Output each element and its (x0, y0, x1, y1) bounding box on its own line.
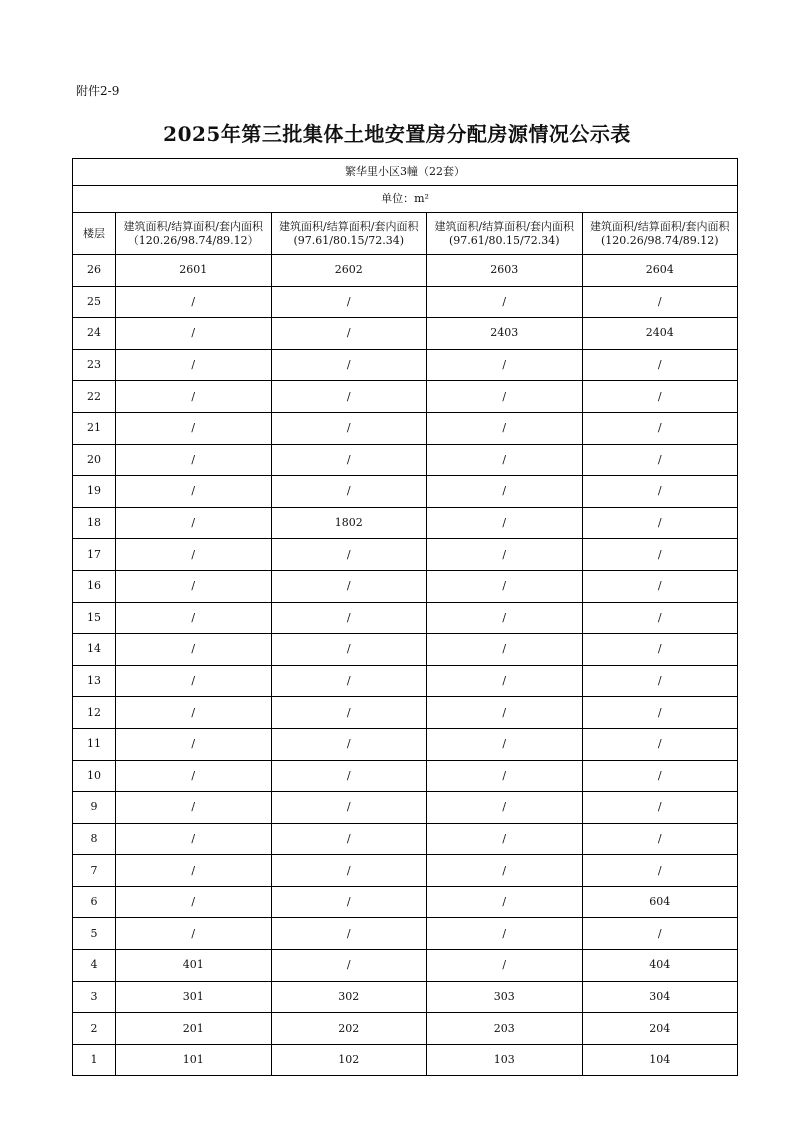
table-row (73, 634, 738, 666)
unit-cell: / (582, 728, 738, 760)
unit-cell: / (116, 728, 272, 760)
unit-cell: 404 (582, 950, 738, 982)
unit-cell: / (427, 286, 583, 318)
unit-cell: / (427, 728, 583, 760)
unit-cell: / (582, 349, 738, 381)
table-row (73, 697, 738, 729)
unit-cell: / (582, 570, 738, 602)
unit-cell: / (427, 634, 583, 666)
floor-cell: 21 (73, 412, 116, 444)
table-row (73, 760, 738, 792)
floor-cell: 8 (73, 823, 116, 855)
floor-cell: 18 (73, 507, 116, 539)
floor-cell: 16 (73, 570, 116, 602)
header-unit-type-3: 建筑面积/结算面积/套内面积(97.61/80.15/72.34) (427, 213, 583, 255)
unit-cell: / (427, 918, 583, 950)
unit-cell: / (427, 539, 583, 571)
table-row (73, 792, 738, 824)
unit-cell: / (582, 792, 738, 824)
header-row (73, 213, 738, 255)
unit-cell: / (271, 444, 427, 476)
unit-cell: / (427, 792, 583, 824)
unit-cell: / (582, 823, 738, 855)
unit-cell: / (271, 665, 427, 697)
unit-cell: / (116, 918, 272, 950)
unit-cell: / (582, 697, 738, 729)
unit-cell: / (116, 760, 272, 792)
unit-cell: 203 (427, 1013, 583, 1045)
floor-cell: 7 (73, 855, 116, 887)
community-row (73, 159, 738, 186)
unit-cell: / (427, 950, 583, 982)
table-row (73, 823, 738, 855)
unit-cell: / (116, 602, 272, 634)
unit-cell: / (116, 476, 272, 508)
floor-cell: 17 (73, 539, 116, 571)
floor-cell: 9 (73, 792, 116, 824)
unit-cell: / (427, 444, 583, 476)
unit-cell: / (116, 381, 272, 413)
unit-cell: 302 (271, 981, 427, 1013)
floor-cell: 4 (73, 950, 116, 982)
unit-cell: / (427, 665, 583, 697)
unit-cell: 304 (582, 981, 738, 1013)
unit-cell: / (271, 886, 427, 918)
unit-cell: 2603 (427, 255, 583, 287)
unit-cell: 401 (116, 950, 272, 982)
floor-cell: 11 (73, 728, 116, 760)
table-row (73, 318, 738, 350)
unit-cell: 101 (116, 1044, 272, 1076)
header-floor: 楼层 (73, 213, 116, 255)
header-unit-type-2: 建筑面积/结算面积/套内面积(97.61/80.15/72.34) (271, 213, 427, 255)
unit-cell: 1802 (271, 507, 427, 539)
unit-cell: / (271, 760, 427, 792)
table-row (73, 255, 738, 287)
floor-cell: 10 (73, 760, 116, 792)
unit-cell: / (271, 823, 427, 855)
unit-cell: / (271, 318, 427, 350)
table-row (73, 981, 738, 1013)
table-row (73, 886, 738, 918)
table-row (73, 507, 738, 539)
unit-cell: / (427, 507, 583, 539)
unit-cell: / (116, 792, 272, 824)
floor-cell: 13 (73, 665, 116, 697)
table-row (73, 1044, 738, 1076)
community-name: 繁华里小区3幢（22套） (73, 159, 738, 186)
unit-label: 单位：m² (73, 186, 738, 213)
unit-cell: / (116, 665, 272, 697)
unit-cell: 103 (427, 1044, 583, 1076)
unit-cell: / (116, 318, 272, 350)
unit-cell: / (582, 634, 738, 666)
unit-cell: / (582, 918, 738, 950)
unit-cell: / (271, 381, 427, 413)
unit-cell: / (116, 855, 272, 887)
floor-cell: 5 (73, 918, 116, 950)
unit-cell: / (582, 665, 738, 697)
table-row (73, 602, 738, 634)
unit-cell: 102 (271, 1044, 427, 1076)
unit-cell: / (427, 570, 583, 602)
unit-row (73, 186, 738, 213)
unit-cell: / (116, 444, 272, 476)
unit-cell: / (582, 381, 738, 413)
floor-cell: 1 (73, 1044, 116, 1076)
unit-cell: / (116, 823, 272, 855)
unit-cell: / (116, 570, 272, 602)
table-row (73, 918, 738, 950)
unit-cell: / (582, 444, 738, 476)
unit-cell: / (582, 412, 738, 444)
table-row (73, 665, 738, 697)
unit-cell: / (271, 792, 427, 824)
table-row (73, 855, 738, 887)
table-row (73, 444, 738, 476)
unit-cell: 2604 (582, 255, 738, 287)
unit-cell: / (271, 634, 427, 666)
unit-cell: / (582, 507, 738, 539)
unit-cell: / (271, 697, 427, 729)
unit-cell: / (582, 286, 738, 318)
unit-cell: 2403 (427, 318, 583, 350)
unit-cell: / (271, 476, 427, 508)
unit-cell: / (271, 855, 427, 887)
unit-cell: / (271, 918, 427, 950)
table-row (73, 412, 738, 444)
unit-cell: / (271, 539, 427, 571)
unit-cell: / (582, 539, 738, 571)
unit-cell: 2602 (271, 255, 427, 287)
table-row (73, 286, 738, 318)
header-unit-type-1: 建筑面积/结算面积/套内面积（120.26/98.74/89.12） (116, 213, 272, 255)
table-row (73, 728, 738, 760)
unit-cell: / (582, 476, 738, 508)
floor-cell: 2 (73, 1013, 116, 1045)
unit-cell: / (427, 349, 583, 381)
floor-cell: 22 (73, 381, 116, 413)
header-unit-type-4: 建筑面积/结算面积/套内面积(120.26/98.74/89.12) (582, 213, 738, 255)
table-row (73, 381, 738, 413)
unit-cell: 201 (116, 1013, 272, 1045)
floor-cell: 15 (73, 602, 116, 634)
floor-cell: 23 (73, 349, 116, 381)
unit-cell: 104 (582, 1044, 738, 1076)
unit-cell: / (582, 855, 738, 887)
table-row (73, 570, 738, 602)
floor-cell: 25 (73, 286, 116, 318)
unit-cell: / (427, 886, 583, 918)
unit-cell: / (427, 381, 583, 413)
allocation-table (72, 158, 738, 1076)
floor-cell: 6 (73, 886, 116, 918)
unit-cell: / (427, 823, 583, 855)
unit-cell: 303 (427, 981, 583, 1013)
unit-cell: / (271, 728, 427, 760)
unit-cell: 2601 (116, 255, 272, 287)
unit-cell: / (116, 286, 272, 318)
unit-cell: / (427, 476, 583, 508)
unit-cell: 204 (582, 1013, 738, 1045)
unit-cell: 301 (116, 981, 272, 1013)
unit-cell: / (427, 697, 583, 729)
floor-cell: 12 (73, 697, 116, 729)
unit-cell: 2404 (582, 318, 738, 350)
floor-cell: 24 (73, 318, 116, 350)
unit-cell: / (271, 412, 427, 444)
table-row (73, 539, 738, 571)
unit-cell: / (271, 950, 427, 982)
floor-cell: 14 (73, 634, 116, 666)
unit-cell: 604 (582, 886, 738, 918)
unit-cell: / (582, 760, 738, 792)
unit-cell: / (427, 855, 583, 887)
floor-cell: 26 (73, 255, 116, 287)
unit-cell: / (116, 507, 272, 539)
floor-cell: 20 (73, 444, 116, 476)
page-title: 2025年第三批集体土地安置房分配房源情况公示表 (163, 122, 631, 146)
table-row (73, 950, 738, 982)
table-row (73, 349, 738, 381)
unit-cell: / (427, 760, 583, 792)
unit-cell: / (427, 412, 583, 444)
unit-cell: / (271, 286, 427, 318)
unit-cell: / (116, 539, 272, 571)
unit-cell: / (116, 886, 272, 918)
unit-cell: / (271, 349, 427, 381)
unit-cell: / (427, 602, 583, 634)
unit-cell: / (271, 602, 427, 634)
table-row (73, 476, 738, 508)
floor-cell: 19 (73, 476, 116, 508)
unit-cell: / (116, 697, 272, 729)
floor-cell: 3 (73, 981, 116, 1013)
unit-cell: / (582, 602, 738, 634)
unit-cell: / (116, 412, 272, 444)
unit-cell: / (116, 634, 272, 666)
attachment-label: 附件2-9 (76, 84, 120, 98)
unit-cell: / (271, 570, 427, 602)
unit-cell: / (116, 349, 272, 381)
table-row (73, 1013, 738, 1045)
unit-cell: 202 (271, 1013, 427, 1045)
